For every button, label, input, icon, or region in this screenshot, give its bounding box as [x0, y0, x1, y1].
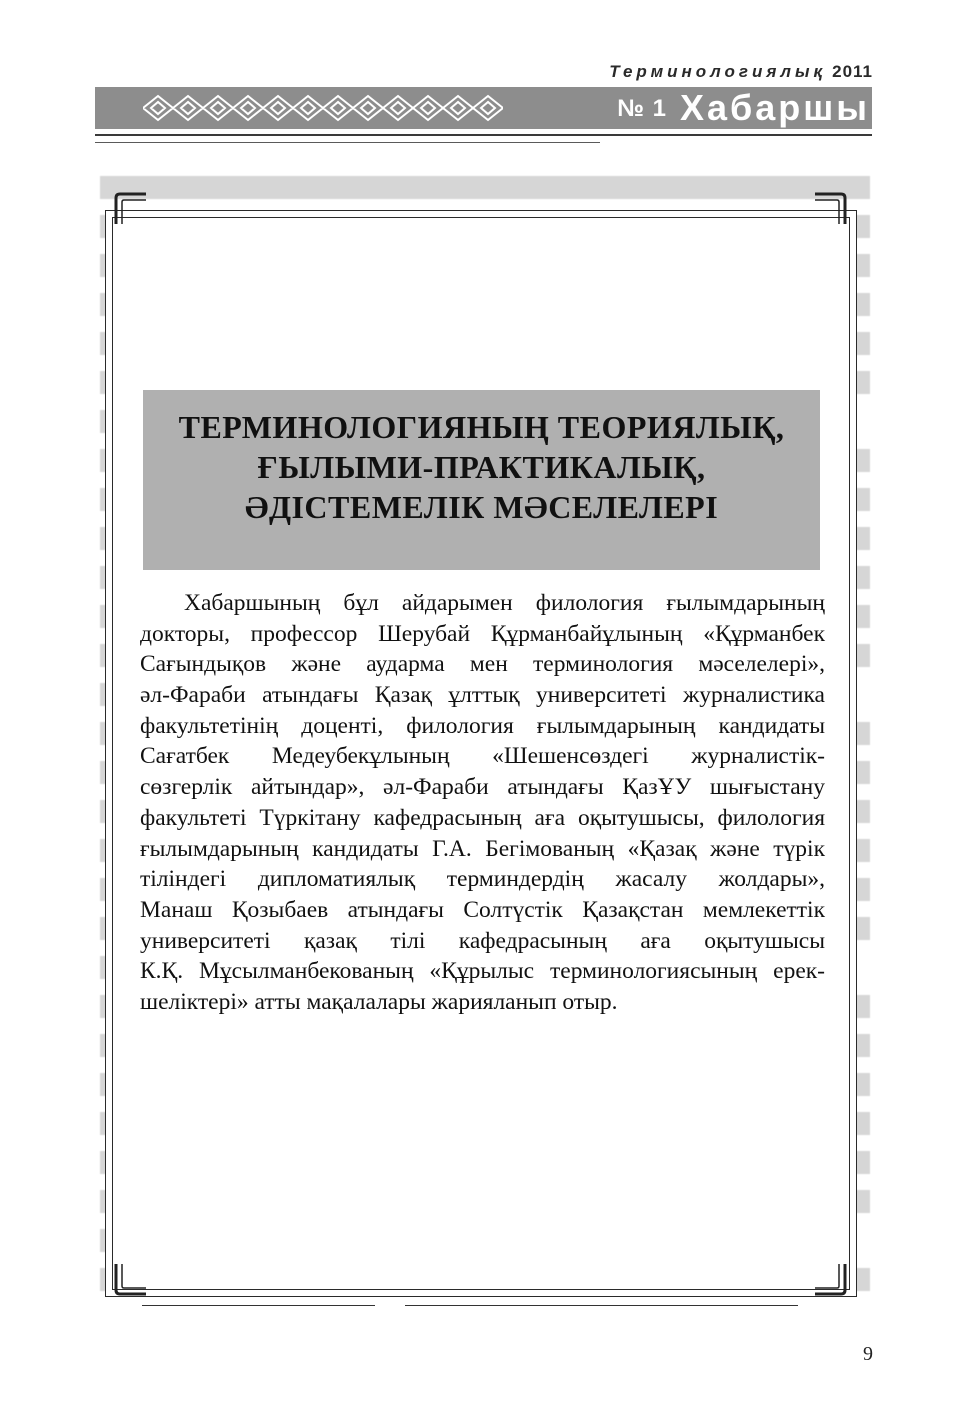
frame-corner-top-left	[112, 190, 148, 226]
body-line: Сағатбек Медеубекұлының «Шешенсөздегі журналистік-	[140, 743, 825, 770]
issue-number: № 1	[617, 95, 667, 122]
body-line: тіліндегі дипломатиялық терминдердің жасалу жолдары»,	[140, 866, 825, 893]
bleed-through-line	[100, 1296, 870, 1305]
ornament-decoration	[143, 93, 503, 123]
article-title	[143, 407, 820, 527]
journal-running-head	[609, 62, 873, 82]
journal-year: 2011	[832, 62, 873, 81]
frame-corner-top-right	[813, 190, 849, 226]
body-line: әл-Фараби атындағы Қазақ ұлттық университеті журналистика	[140, 682, 825, 709]
body-line: Манаш Қозыбаев атындағы Солтүстік Қазақстан мемлекеттік	[140, 896, 825, 923]
body-line: сөзгерлік айтындар», әл-Фараби атындағы ҚазҰУ шығыстану	[140, 774, 825, 801]
page-number: 9	[863, 1343, 873, 1365]
body-line: Хабаршының бұл айдарымен филология ғылымдарының	[184, 590, 825, 616]
article-title-line: ӘДІСТЕМЕЛІК МӘСЕЛЕЛЕРІ	[244, 489, 719, 525]
body-line: К.Қ. Мұсылманбекованың «Құрылыс терминологиясының ерек-	[140, 958, 825, 985]
body-line: докторы, профессор Шерубай Құрманбайұлының «Құрманбек	[140, 620, 825, 647]
body-line: университеті қазақ тілі кафедрасының аға оқытушысы	[140, 927, 825, 954]
body-line: шеліктері» атты мақалалары жарияланып отыр.	[140, 988, 618, 1015]
header-rule-thin	[95, 142, 600, 143]
footer-rule-left	[142, 1305, 375, 1306]
body-line: факультеті Түркітану кафедрасының аға оқытушысы, филология	[140, 804, 825, 831]
frame-corner-bottom-left	[112, 1262, 148, 1298]
header-band	[95, 87, 872, 129]
frame-corner-bottom-right	[813, 1262, 849, 1298]
footer-rule-right	[405, 1305, 798, 1306]
body-line: Сағындықов және аударма мен терминология мәселелері»,	[140, 651, 825, 678]
journal-subtitle: Терминологиялық	[609, 62, 827, 81]
article-title-line: ҒЫЛЫМИ-ПРАКТИКАЛЫҚ,	[257, 449, 706, 485]
article-title-line: ТЕРМИНОЛОГИЯНЫҢ ТЕОРИЯЛЫҚ,	[178, 409, 785, 445]
body-line: факультетінің доценті, филология ғылымдарының кандидаты	[140, 712, 825, 739]
body-line: ғылымдарының кандидаты Г.А. Бегімованың «Қазақ және түрік	[140, 835, 825, 862]
journal-title: Хабаршы	[679, 87, 870, 128]
article-body	[140, 588, 825, 1018]
bleed-through-line	[100, 165, 870, 204]
header-rule	[95, 134, 872, 136]
